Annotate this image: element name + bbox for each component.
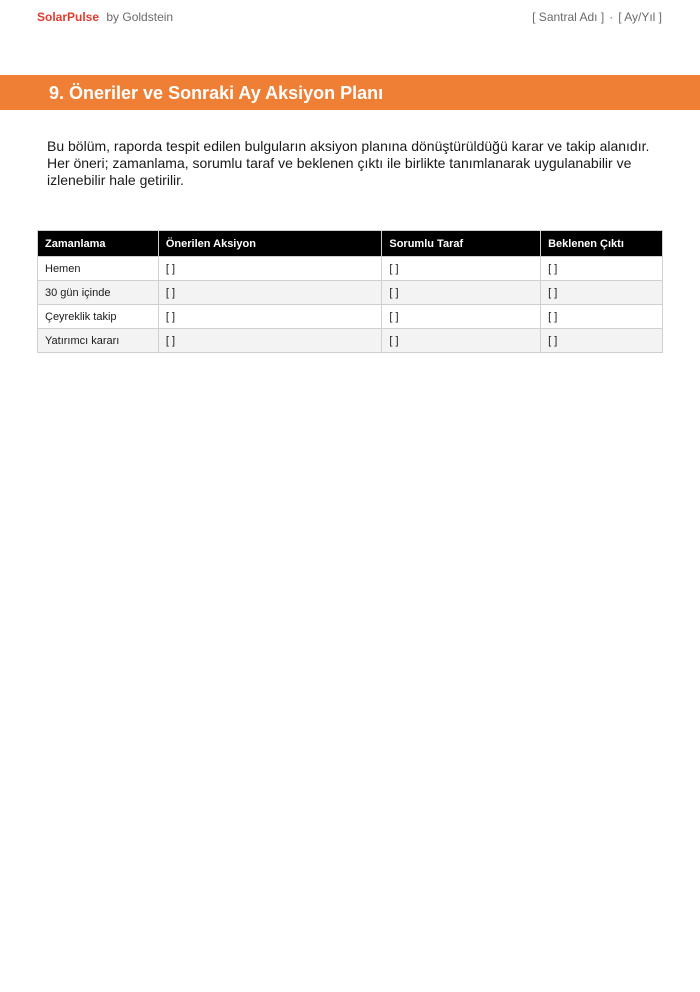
timing-cell: Yatırımcı kararı	[38, 329, 159, 353]
meta-separator: ·	[609, 10, 614, 24]
page-header	[37, 10, 662, 26]
action-cell: [ ]	[158, 329, 382, 353]
table-row	[38, 329, 663, 353]
action-cell: [ ]	[158, 281, 382, 305]
output-cell: [ ]	[541, 281, 663, 305]
brand-byline: by Goldstein	[106, 10, 174, 24]
output-cell: [ ]	[541, 257, 663, 281]
brand	[37, 10, 173, 24]
table-row	[38, 281, 663, 305]
report-meta	[532, 10, 662, 24]
column-header-output: Beklenen Çıktı	[541, 231, 663, 257]
column-header-timing: Zamanlama	[38, 231, 159, 257]
table-row	[38, 305, 663, 329]
owner-cell: [ ]	[382, 305, 541, 329]
section-intro: Bu bölüm, raporda tespit edilen bulguların aksiyon planına dönüştürüldüğü karar ve takip alanıdır. Her öneri; zamanlama, sorumlu taraf ve beklenen çıktı ile birlikte tanımlanarak uygulanabilir ve izlenebilir hale getirilir.	[47, 138, 650, 188]
output-cell: [ ]	[541, 305, 663, 329]
column-header-owner: Sorumlu Taraf	[382, 231, 541, 257]
table-header-row	[38, 231, 663, 257]
output-cell: [ ]	[541, 329, 663, 353]
timing-cell: Çeyreklik takip	[38, 305, 159, 329]
plant-name-placeholder: [ Santral Adı ]	[532, 10, 605, 24]
timing-cell: 30 gün içinde	[38, 281, 159, 305]
timing-cell: Hemen	[38, 257, 159, 281]
table-row	[38, 257, 663, 281]
period-placeholder: [ Ay/Yıl ]	[618, 10, 662, 24]
section-header-bar	[0, 75, 700, 110]
column-header-action: Önerilen Aksiyon	[158, 231, 382, 257]
owner-cell: [ ]	[382, 329, 541, 353]
brand-name: SolarPulse	[37, 10, 100, 24]
section-title: 9. Öneriler ve Sonraki Ay Aksiyon Planı	[49, 83, 384, 103]
owner-cell: [ ]	[382, 281, 541, 305]
action-plan-table	[37, 230, 663, 353]
action-cell: [ ]	[158, 305, 382, 329]
action-cell: [ ]	[158, 257, 382, 281]
owner-cell: [ ]	[382, 257, 541, 281]
